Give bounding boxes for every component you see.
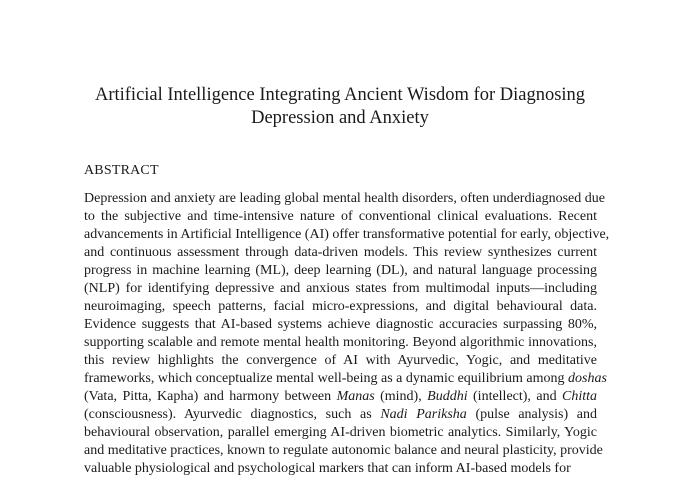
abstract-text: behavioural observation, parallel emerging AI-driven biometric analytics. Similarly, Yogic [84, 425, 597, 440]
abstract-line [84, 280, 597, 298]
abstract-text: to the subjective and time-intensive nature of conventional clinical evaluations. Recent [84, 209, 597, 224]
abstract-line [84, 316, 597, 334]
abstract-line [84, 370, 607, 388]
abstract-line [84, 334, 597, 352]
paper-title [60, 84, 620, 129]
abstract-text: frameworks, which conceptualize mental well-being as a dynamic equilibrium among [84, 371, 569, 386]
abstract-heading: ABSTRACT [84, 163, 159, 178]
abstract-italic-term: Nadi Pariksha [380, 407, 467, 422]
abstract-text: (Vata, Pitta, Kapha) and harmony between [84, 389, 337, 404]
abstract-italic-term: Buddhi [427, 389, 468, 404]
abstract-text: and meditative practices, known to regulate autonomic balance and neural plasticity, provide [84, 443, 603, 458]
abstract-text: this review highlights the convergence of AI with Ayurvedic, Yogic, and meditative [84, 353, 597, 368]
abstract-line [84, 226, 610, 244]
abstract-text: advancements in Artificial Intelligence (AI) offer transformative potential for early, objective, [84, 227, 610, 242]
abstract-line [84, 208, 597, 226]
abstract-body [84, 190, 610, 478]
abstract-text: Evidence suggests that AI-based systems achieve diagnostic accuracies surpassing 80%, [84, 317, 597, 332]
abstract-line [84, 460, 597, 478]
abstract-text: supporting scalable and remote mental health monitoring. Beyond algorithmic innovations, [84, 335, 597, 350]
paper-title-line-2: Depression and Anxiety [251, 107, 429, 128]
abstract-text: Depression and anxiety are leading global mental health disorders, often underdiagnosed due [84, 191, 605, 206]
abstract-text: (mind), [374, 389, 428, 404]
abstract-italic-term: Chitta [561, 389, 597, 404]
abstract-text: valuable physiological and psychological markers that can inform AI-based models for [84, 461, 571, 476]
abstract-line [84, 190, 605, 208]
abstract-line [84, 244, 597, 262]
abstract-text: (intellect), and [467, 389, 562, 404]
abstract-line [84, 424, 597, 442]
abstract-text: (consciousness). Ayurvedic diagnostics, such as [84, 407, 381, 422]
abstract-line [84, 352, 597, 370]
abstract-line [84, 442, 603, 460]
abstract-text: (pulse analysis) and [466, 407, 597, 422]
paper-title-line-1: Artificial Intelligence Integrating Ancient Wisdom for Diagnosing [94, 85, 586, 105]
abstract-line [84, 388, 597, 406]
abstract-italic-term: doshas [568, 371, 607, 386]
abstract-text: progress in machine learning (ML), deep learning (DL), and natural language processing [84, 263, 597, 278]
abstract-text: neuroimaging, speech patterns, facial micro-expressions, and digital behavioural data. [84, 299, 597, 314]
abstract-line [84, 298, 597, 316]
abstract-text: (NLP) for identifying depressive and anxious states from multimodal inputs—including [84, 281, 597, 296]
abstract-italic-term: Manas [336, 389, 375, 404]
abstract-line [84, 406, 597, 424]
abstract-text: and continuous assessment through data-driven models. This review synthesizes current [84, 245, 597, 260]
abstract-line [84, 262, 597, 280]
